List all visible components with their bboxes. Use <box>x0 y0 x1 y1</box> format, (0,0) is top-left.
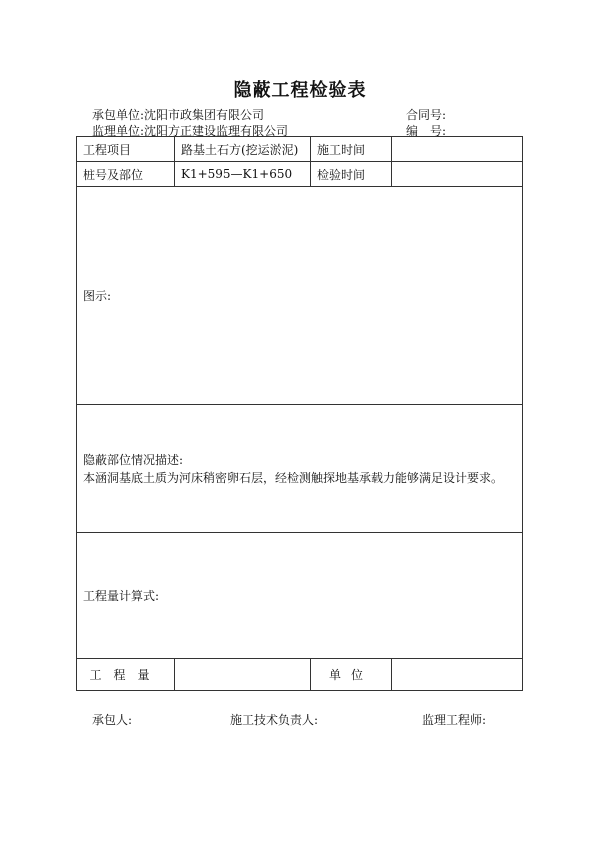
calculation-row <box>77 533 523 659</box>
tech-lead-signature: 施工技术负责人: <box>230 713 319 727</box>
unit-field[interactable] <box>392 659 523 691</box>
supervisor-label: 监理单位: <box>92 124 145 138</box>
serial-number-label: 编 号: <box>406 124 447 138</box>
project-label: 工程项目 <box>77 137 175 162</box>
quantity-field[interactable] <box>175 659 311 691</box>
calculation-label: 工程量计算式: <box>83 589 160 603</box>
contractor-label: 承包单位: <box>92 108 145 122</box>
project-row <box>77 137 523 162</box>
station-label: 桩号及部位 <box>77 162 175 187</box>
inspection-time-field[interactable] <box>392 162 523 187</box>
figure-row <box>77 187 523 405</box>
description-row <box>77 405 523 533</box>
contractor-line <box>92 106 264 123</box>
contract-number-label: 合同号: <box>406 108 447 122</box>
description-area[interactable] <box>77 405 523 533</box>
engineer-signature: 监理工程师: <box>422 713 487 727</box>
contractor-value: 沈阳市政集团有限公司 <box>144 108 265 122</box>
inspection-time-label: 检验时间 <box>311 162 392 187</box>
construction-time-field[interactable] <box>392 137 523 162</box>
description-label: 隐蔽部位情况描述: <box>83 452 184 467</box>
quantity-row <box>77 659 523 691</box>
unit-label: 单位 <box>311 659 392 691</box>
quantity-label: 工程量 <box>77 659 175 691</box>
construction-time-label: 施工时间 <box>311 137 392 162</box>
figure-label: 图示: <box>83 289 112 303</box>
supervisor-value: 沈阳方正建设监理有限公司 <box>144 124 289 138</box>
inspection-table <box>76 136 523 691</box>
project-value[interactable]: 路基土石方(挖运淤泥) <box>175 137 311 162</box>
station-value[interactable]: K1+595—K1+650 <box>175 162 311 187</box>
figure-area[interactable] <box>77 187 523 405</box>
calculation-area[interactable] <box>77 533 523 659</box>
station-row <box>77 162 523 187</box>
form-title: 隐蔽工程检验表 <box>233 80 367 101</box>
contractor-signature: 承包人: <box>92 713 133 727</box>
description-text: 本涵洞基底土质为河床稍密卵石层，经检测触探地基承载力能够满足设计要求。 <box>83 470 504 485</box>
